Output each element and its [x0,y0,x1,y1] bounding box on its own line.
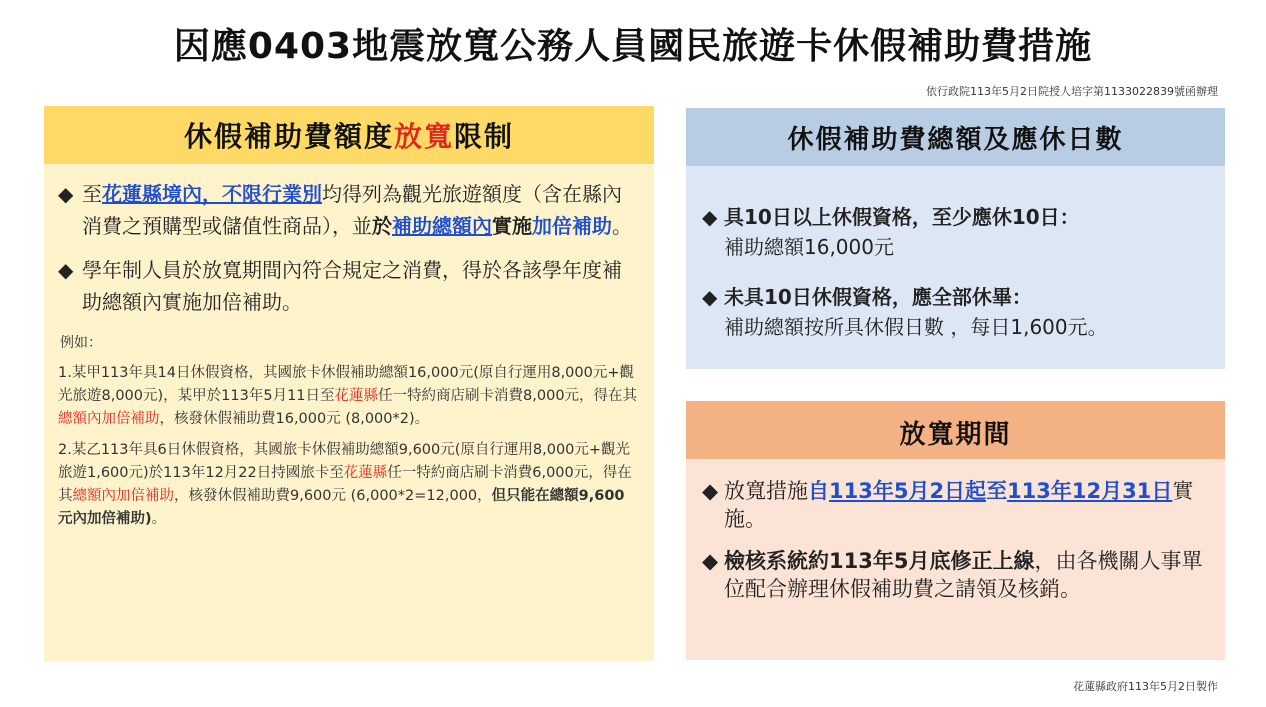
end-date: 113年12月31日 [1007,479,1173,503]
example-1 [58,362,638,431]
item-period-dates [702,477,1209,533]
text: 2.某乙113年具6日休假資格，其國旅卡休假補助總額9,600元(原自行運用8,000元+觀光旅遊1,600元)於113年12月22日持國旅卡至 [58,442,631,481]
subsidy-limit-body [44,164,654,531]
text: ，核發休假補助費16,000元 (8,000*2)。 [159,411,430,427]
subsidy-limit-header [44,106,654,164]
text: 至 [82,182,102,206]
diamond-bullet-icon: ◆ [58,258,74,282]
double-subsidy-text: 加倍補助 [532,214,612,238]
text: 均得列為觀光旅遊額度（含在縣內消費之預購型或儲值性商品），並 [82,182,622,238]
total-and-days-header: 休假補助費總額及應休日數 [686,108,1225,166]
text: 。 [151,511,167,527]
item-10-days-or-more [702,202,1209,262]
bullet-academic-staff [58,254,638,318]
header-text-suffix: 限制 [454,120,515,153]
total-and-days-body [686,166,1225,342]
item-heading: 具10日以上休假資格，至少應休10日： [724,205,1080,229]
diamond-bullet-icon: ◆ [702,549,719,573]
example-label: 例如： [60,335,102,351]
page-title: 因應0403地震放寬公務人員國民旅遊卡休假補助費措施 [173,26,1093,67]
text: 但只能在總額9,600元內加倍補助) [58,488,625,527]
total-amount-link: 補助總額內 [392,214,492,238]
text: 任一特約商店刷卡消費6,000元，得在其 [58,465,632,504]
text: 總額內加倍補助 [58,411,160,427]
text: 自 [808,479,829,503]
relaxation-period-body [686,459,1225,603]
academic-staff-text: 學年制人員於放寬期間內符合規定之消費，得於各該學年度補助總額內實施加倍補助。 [82,258,622,314]
total-and-days-panel [686,108,1225,369]
relaxation-period-header: 放寬期間 [686,401,1225,459]
text: 1.某甲113年具14日休假資格，其國旅卡休假補助總額16,000元(原自行運用8,000元+觀光旅遊8,000元)，某甲於113年5月11日至 [58,365,635,404]
text: 放寬措施 [724,479,808,503]
diamond-bullet-icon: ◆ [702,479,719,503]
text: 任一特約商店刷卡消費8,000元，得在其 [378,388,638,404]
relaxation-period-panel [686,401,1225,660]
subsidy-limit-panel [44,106,654,661]
text: 總額內加倍補助 [72,488,174,504]
hualien-scope-link: 花蓮縣境內，不限行業別 [102,182,322,206]
header-highlight: 放寬 [393,120,454,153]
item-system-update [702,547,1209,603]
diamond-bullet-icon: ◆ [702,285,718,309]
text: 。 [612,214,632,238]
text: 花蓮縣 [334,388,379,404]
diamond-bullet-icon: ◆ [58,182,74,206]
example-2 [58,439,638,531]
text: 實施。 [724,479,1194,531]
start-date: 113年5月2日起 [829,479,987,503]
item-heading: 未具10日休假資格，應全部休畢： [724,285,1032,309]
legal-basis-note: 依行政院113年5月2日院授人培字第1133022839號函辦理 [926,85,1218,98]
text: 於 [372,214,392,238]
header-text-prefix: 休假補助費額度 [183,120,394,153]
item-under-10-days [702,282,1209,342]
bullet-hualien-scope [58,178,638,242]
item-detail: 補助總額按所具休假日數 ，每日1,600元。 [724,315,1108,339]
item-detail: 補助總額16,000元 [724,235,894,259]
text: 花蓮縣 [343,465,388,481]
text: 檢核系統約113年5月底修正上線 [724,549,1035,573]
diamond-bullet-icon: ◆ [702,205,718,229]
text: ，由各機關人事單位配合辦理休假補助費之請領及核銷。 [724,549,1203,601]
text: 至 [986,479,1008,503]
footer-note: 花蓮縣政府113年5月2日製作 [1073,680,1218,693]
text: 實施 [492,214,532,238]
text: ，核發休假補助費9,600元 (6,000*2=12,000， [174,488,492,504]
